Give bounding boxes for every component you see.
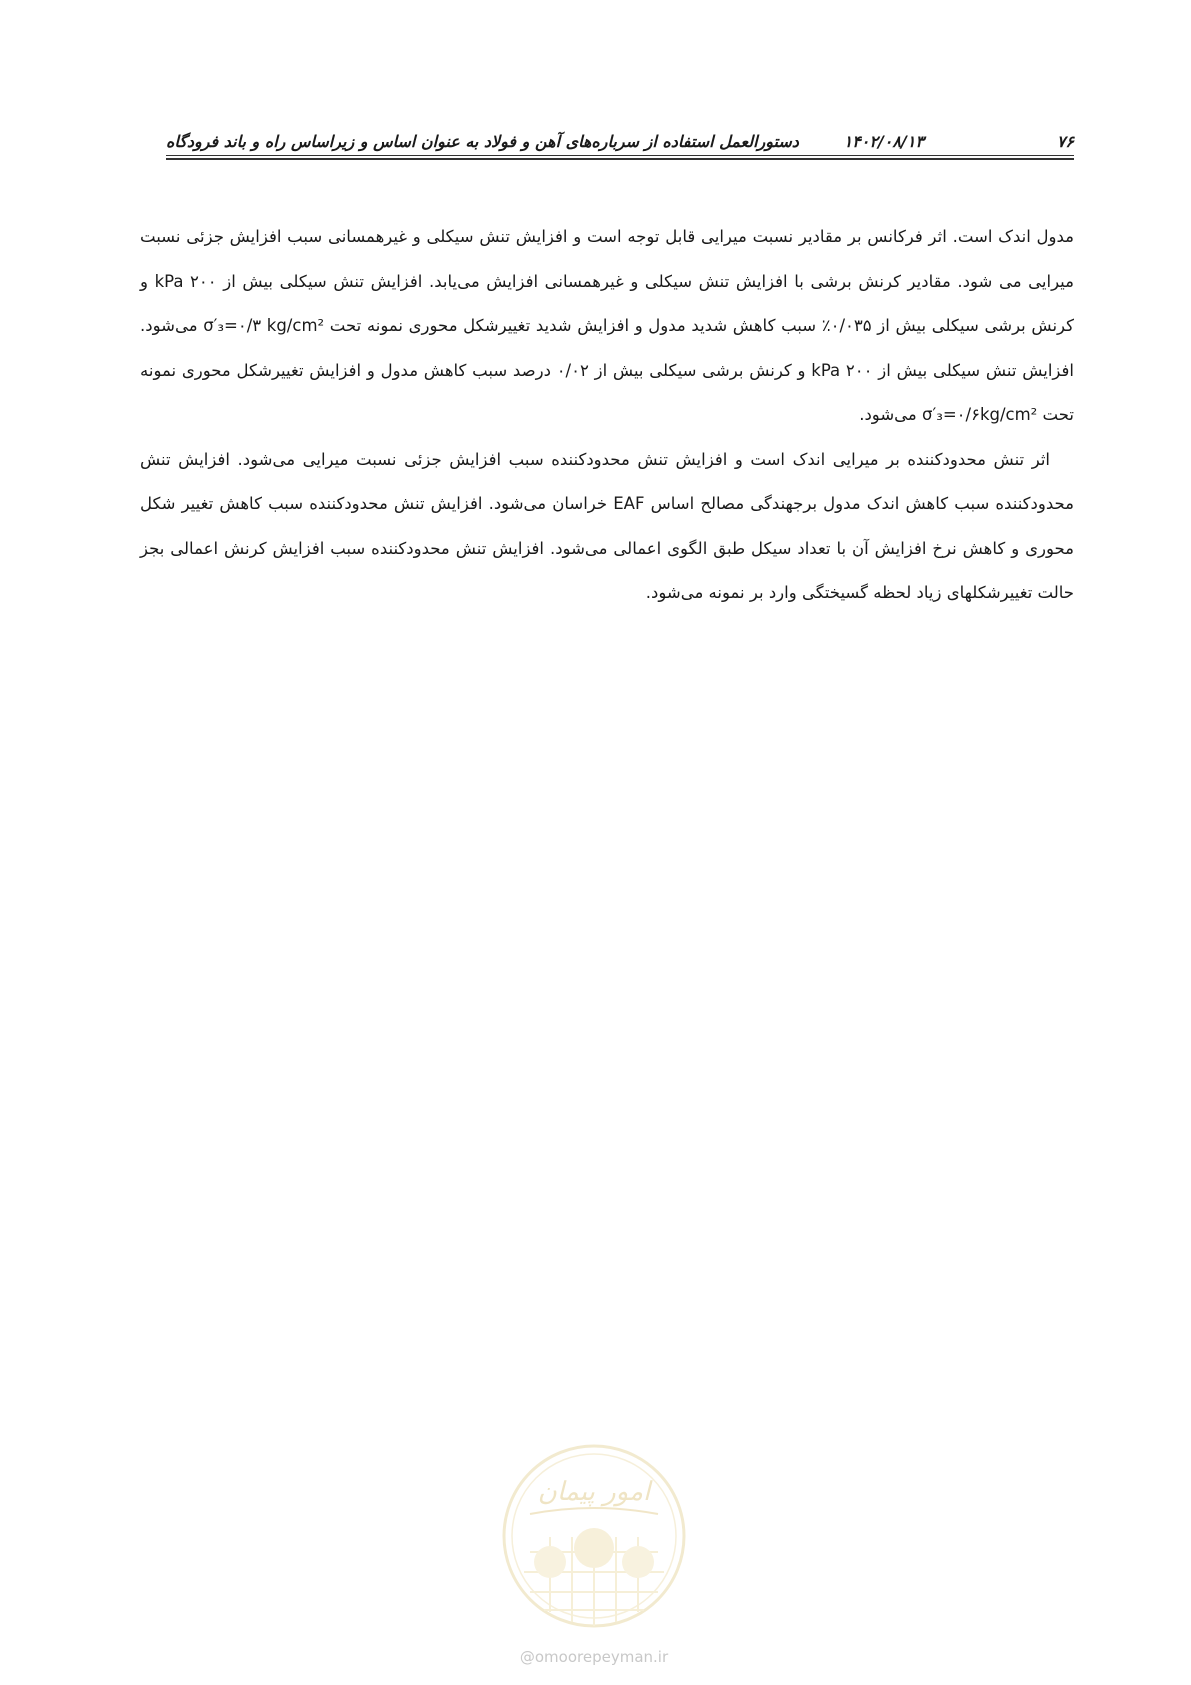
watermark-logo-text: امور پیمان [537,1477,651,1507]
globe-icon [622,1546,654,1578]
sigma-value-1: σ′₃=۰/۳ kg/cm² [203,316,325,335]
p1-text-a: مدول اندک است. اثر فرکانس بر مقادیر نسبت میرایی قابل توجه است و افزایش تنش سیکلی و غیرهمسانی سبب افزایش جزئی نسبت میرایی می شود. مقادیر کرنش برشی با افزایش تنش سیکلی و غیرهمسانی افزایش می‌یابد. افزایش تنش سیکلی بیش از kPa ۲۰۰ و کرنش برشی سیکلی بیش از ۰/۰۳۵٪ سبب کاهش شدید مدول و افزایش شدید تغییرشکل محوری نمونه تحت [140,227,1075,335]
p1-text-b: می‌شود. افزایش تنش سیکلی بیش از kPa ۲۰۰ و کرنش برشی سیکلی بیش از ۰/۰۲ درصد سبب کاهش مدول و افزایش تغییرشکل محوری نمونه تحت [140,316,1074,424]
sigma-value-2: σ′₃=۰/۶kg/cm² [922,405,1038,424]
page-number: ۷۶ [1056,132,1074,151]
watermark-url: @omoorepeyman.ir [519,1648,669,1666]
body-text [140,215,1074,616]
watermark-logo [500,1442,688,1630]
scale-icon [534,1546,566,1578]
gear-icon [574,1528,614,1568]
paragraph-2: اثر تنش محدودکننده بر میرایی اندک است و افزایش تنش محدودکننده سبب افزایش جزئی نسبت میرایی می‌شود. افزایش تنش محدودکننده سبب کاهش اندک مدول برجهندگی مصالح اساس EAF خراسان می‌شود. افزایش تنش محدودکننده سبب کاهش تغییر شکل محوری و کاهش نرخ افزایش آن با تعداد سیکل طبق الگوی اعمالی می‌شود. افزایش تنش محدودکننده سبب افزایش کرنش اعمالی بجز حالت تغییرشکلهای زیاد لحظه گسیختگی وارد بر نمونه می‌شود. [140,449,1074,602]
p1-text-c: می‌شود. [859,405,917,424]
paragraph-1 [140,215,1074,438]
header-rule-thick [166,158,1074,160]
header-date: ۱۴۰۲/۰۸/۱۳ [843,132,924,151]
header-title: دستورالعمل استفاده از سرباره‌های آهن و فولاد به عنوان اساس و زیراساس راه و باند فرودگاه [166,132,799,151]
header-rule [166,155,1074,156]
page-header [166,128,1074,158]
